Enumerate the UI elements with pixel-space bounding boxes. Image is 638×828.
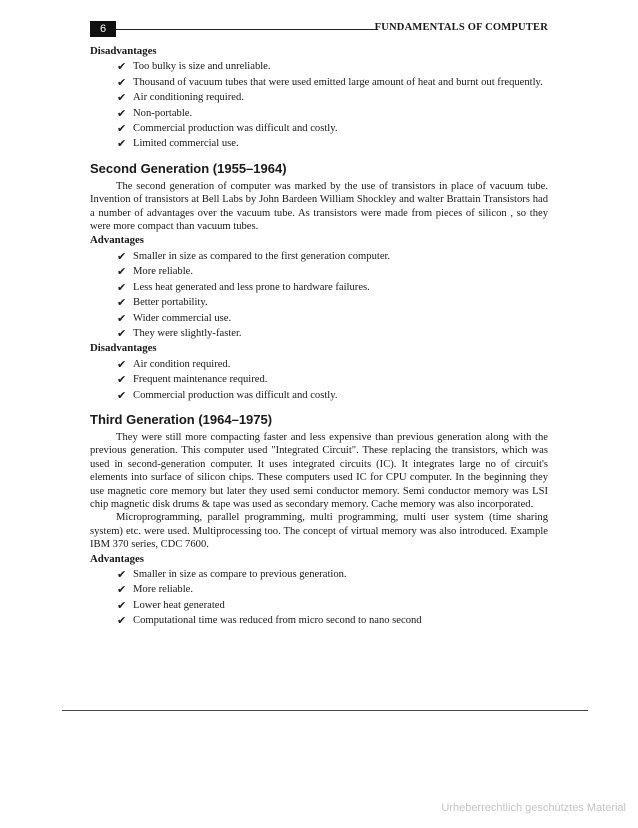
list-item (90, 59, 548, 74)
copyright-watermark: Urheberrechtlich geschütztes Material (441, 802, 626, 814)
page-header (90, 21, 548, 37)
list-item (90, 295, 548, 310)
list-item (90, 136, 548, 151)
checkmark-icon: ✔ (117, 280, 127, 294)
checkmark-icon: ✔ (117, 311, 127, 325)
checkmark-icon: ✔ (117, 265, 127, 279)
header-rule (116, 29, 378, 30)
list-item-text: Too bulky is size and unreliable. (133, 61, 271, 73)
checkmark-icon: ✔ (117, 388, 127, 402)
list-item (90, 613, 548, 628)
list-item-text: Smaller in size as compared to the first generation computer. (133, 250, 391, 262)
third-gen-advantages-list (90, 567, 548, 629)
third-generation-heading: Third Generation (1964–1975) (90, 411, 273, 427)
checkmark-icon: ✔ (117, 357, 127, 371)
list-item-text: They were slightly-faster. (133, 327, 242, 339)
running-title: FUNDAMENTALS OF COMPUTER (374, 22, 548, 33)
list-item-text: Limited commercial use. (133, 138, 239, 150)
footer-rule (62, 710, 588, 711)
list-item-text: Less heat generated and less prone to hardware failures. (133, 281, 370, 293)
list-item (90, 106, 548, 121)
list-item (90, 388, 548, 403)
page-number-badge: 6 (90, 21, 116, 37)
second-gen-advantages-heading: Advantages (90, 234, 144, 247)
second-gen-advantages-list (90, 249, 548, 341)
list-item-text: Computational time was reduced from micro second to nano second (133, 615, 422, 627)
second-generation-paragraph: The second generation of computer was marked by the use of transistors in place of vacuum tube. Invention of transistors at Bell Labs by John Bardeen William Shockley and walter Brattain Transistors had a number of advantages over the vacuum tube. As transistors were made from pieces of silicon , so they were more compact than vacuum tubes. (90, 180, 548, 233)
third-generation-paragraph-2: Microprogramming, parallel programming, multi programming, multi user system (time sharing system) etc. were used. Multiprocessing too. The concept of virtual memory was also introduced. Example IBM 370 series, CDC 7600. (90, 512, 548, 551)
page-body (90, 44, 548, 629)
list-item (90, 372, 548, 387)
list-item (90, 280, 548, 295)
checkmark-icon: ✔ (117, 91, 127, 105)
checkmark-icon: ✔ (117, 122, 127, 136)
checkmark-icon: ✔ (117, 249, 127, 263)
first-gen-disadvantages-list (90, 59, 548, 151)
list-item-text: Non-portable. (133, 107, 193, 119)
list-item (90, 75, 548, 90)
list-item (90, 249, 548, 264)
list-item-text: Lower heat generated (133, 599, 225, 611)
list-item (90, 582, 548, 597)
list-item-text: Commercial production was difficult and costly. (133, 389, 338, 401)
list-item-text: Wider commercial use. (133, 312, 232, 324)
checkmark-icon: ✔ (117, 296, 127, 310)
third-generation-paragraph-1: They were still more compacting faster and less expensive than previous generation along with the previous generation. This computer used "Integrated Circuit". These replacing the transistors, which was used in second-generation computer. It uses integrated circuits (IC). It integrates large no of circuit's elements into surface of silicon chips. These computers used IC for CPU computer. In the beginning they use magnetic core memory but later they used semi conductor memory. Semi conductor memory was LSI chip magnetic disk drums & tape was used as secondary memory. Cache memory was also incorporated. (90, 431, 548, 510)
list-item-text: Thousand of vacuum tubes that were used emitted large amount of heat and burnt out frequently. (133, 76, 543, 88)
second-generation-heading: Second Generation (1955–1964) (90, 160, 287, 176)
list-item-text: Commercial production was difficult and costly. (133, 123, 338, 135)
list-item-text: Frequent maintenance required. (133, 374, 268, 386)
list-item (90, 121, 548, 136)
third-gen-advantages-heading: Advantages (90, 552, 144, 565)
second-gen-disadvantages-list (90, 357, 548, 403)
checkmark-icon: ✔ (117, 106, 127, 120)
checkmark-icon: ✔ (117, 373, 127, 387)
second-gen-disadvantages-heading: Disadvantages (90, 342, 157, 355)
checkmark-icon: ✔ (117, 583, 127, 597)
list-item (90, 326, 548, 341)
first-gen-disadvantages-heading: Disadvantages (90, 45, 157, 57)
list-item (90, 567, 548, 582)
list-item-text: More reliable. (133, 266, 194, 278)
list-item (90, 264, 548, 279)
list-item-text: Smaller in size as compare to previous generation. (133, 569, 347, 580)
checkmark-icon: ✔ (117, 137, 127, 151)
checkmark-icon: ✔ (117, 598, 127, 612)
list-item (90, 357, 548, 372)
checkmark-icon: ✔ (117, 614, 127, 628)
list-item (90, 311, 548, 326)
checkmark-icon: ✔ (117, 60, 127, 74)
checkmark-icon: ✔ (117, 75, 127, 89)
checkmark-icon: ✔ (117, 326, 127, 340)
checkmark-icon: ✔ (117, 568, 127, 581)
list-item (90, 598, 548, 613)
list-item-text: Air condition required. (133, 358, 231, 370)
list-item-text: More reliable. (133, 584, 194, 596)
list-item-text: Air conditioning required. (133, 92, 244, 104)
list-item-text: Better portability. (133, 297, 208, 309)
list-item (90, 90, 548, 105)
